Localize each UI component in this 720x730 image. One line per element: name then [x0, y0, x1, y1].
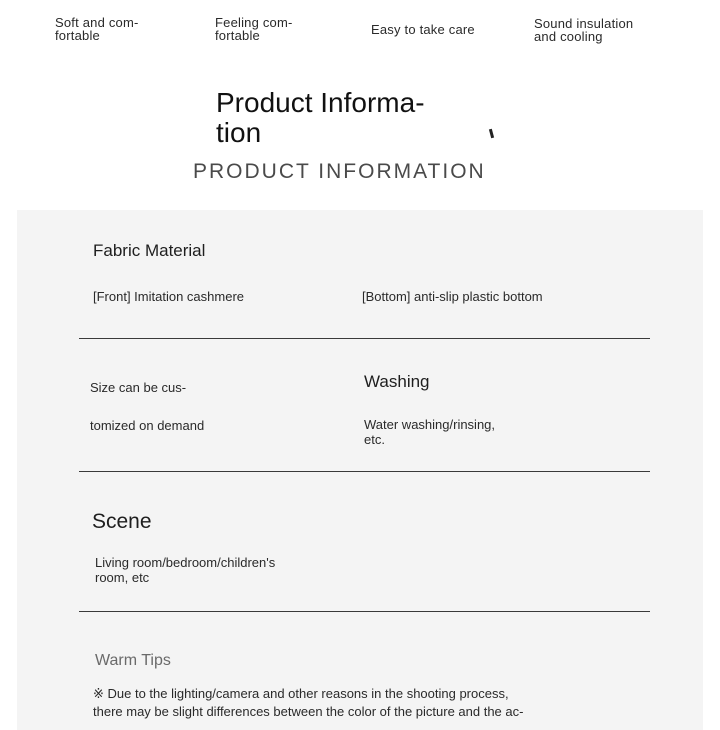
feature-insulation: [534, 17, 633, 43]
info-panel: [17, 210, 703, 730]
scene-line1: Living room/bedroom/children's: [95, 555, 276, 570]
fabric-front: [Front] Imitation cashmere: [93, 289, 244, 304]
scene-text: [95, 555, 275, 585]
feature-feeling-line1: Feeling com-: [215, 15, 293, 30]
washing-heading: Washing: [364, 372, 430, 391]
tips-text: [93, 685, 653, 721]
tips-heading: Warm Tips: [95, 652, 171, 669]
divider: [79, 611, 650, 612]
feature-feeling: [215, 16, 293, 42]
decorative-mark: [489, 129, 494, 138]
size-line2: tomized on demand: [90, 418, 205, 433]
divider: [79, 338, 650, 339]
feature-soft-line1: Soft and com-: [55, 15, 139, 30]
size-line1: Size can be cus-: [90, 380, 187, 395]
feature-soft: [55, 16, 139, 42]
page-title-line2: tion: [216, 117, 262, 148]
page-subtitle: PRODUCT INFORMATION: [193, 160, 486, 183]
feature-strip: [0, 14, 720, 54]
feature-soft-line2: fortable: [55, 28, 100, 43]
page-title-line1: Product Informa-: [216, 87, 425, 118]
fabric-bottom: [Bottom] anti-slip plastic bottom: [362, 289, 543, 304]
washing-text: [364, 417, 495, 447]
tips-line1: ※ Due to the lighting/camera and other reasons in the shooting process,: [93, 686, 509, 701]
washing-line2: etc.: [364, 432, 385, 447]
feature-easy-care: [371, 23, 475, 36]
washing-line1: Water washing/rinsing,: [364, 417, 496, 432]
scene-line2: room, etc: [95, 570, 150, 585]
tips-line2: there may be slight differences between the color of the picture and the ac-: [93, 704, 524, 719]
feature-feeling-line2: fortable: [215, 28, 260, 43]
feature-insulation-line1: Sound insulation: [534, 16, 634, 31]
divider: [79, 471, 650, 472]
scene-heading: Scene: [92, 510, 152, 533]
feature-insulation-line2: and cooling: [534, 29, 603, 44]
page-title: [216, 88, 425, 148]
feature-easy-care-line1: Easy to take care: [371, 22, 475, 37]
fabric-heading: Fabric Material: [93, 241, 206, 260]
